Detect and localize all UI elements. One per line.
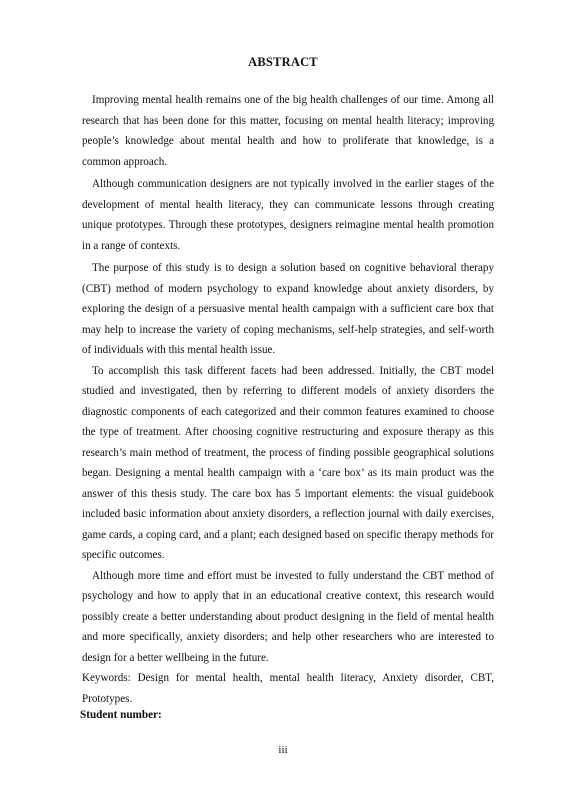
paragraph-5: Although more time and effort must be invested to fully understand the CBT method of psychology and how to apply that in an educational creative context, this research would possibly create a better understanding about product designing in the field of mental health and more specifically, anxiety disorders; and help other researchers who are interested to design for a better wellbeing in the future. [82,569,494,664]
keywords: Keywords: Design for mental health, mental health literacy, Anxiety disorder, CBT, Prototypes. [82,672,494,705]
abstract-heading: ABSTRACT [248,55,318,69]
paragraph-1: Improving mental health remains one of the big health challenges of our time. Among all research that has been done for this matter, focusing on mental health literacy; improving people’s knowledge about mental health and how to proliferate that knowledge, is a common approach. [82,94,494,168]
paragraph-2: Although communication designers are not typically involved in the earlier stages of the development of mental health literacy, they can communicate lessons through creating unique prototypes. Through these prototypes, designers reimagine mental health promotion in a range of contexts. [82,178,494,252]
page-number: iii [278,744,288,756]
abstract-body [82,90,494,668]
student-number-label: Student number: [80,709,162,721]
paragraph-4: To accomplish this task different facets had been addressed. Initially, the CBT model studied and investigated, then by referring to different models of anxiety disorders the diagnostic components of each categorized and their common features examined to choose the type of treatment. After choosing cognitive restructuring and exposure therapy as this research’s main method of treatment, the process of finding possible geographical solutions began. Designing a mental health campaign with a ‘care box’ as its main product was the answer of this thesis study. The care box has 5 important elements: the visual guidebook included basic information about anxiety disorders, a reflection journal with daily exercises, game cards, a coping card, and a plant; each designed based on specific therapy methods for specific outcomes. [82,364,494,561]
paragraph-3: The purpose of this study is to design a solution based on cognitive behavioral therapy (CBT) method of modern psychology to expand knowledge about anxiety disorders, by exploring the design of a persuasive mental health campaign with a sufficient care box that may help to increase the variety of coping mechanisms, self-help strategies, and self-worth of individuals with this mental health issue. [82,262,494,356]
